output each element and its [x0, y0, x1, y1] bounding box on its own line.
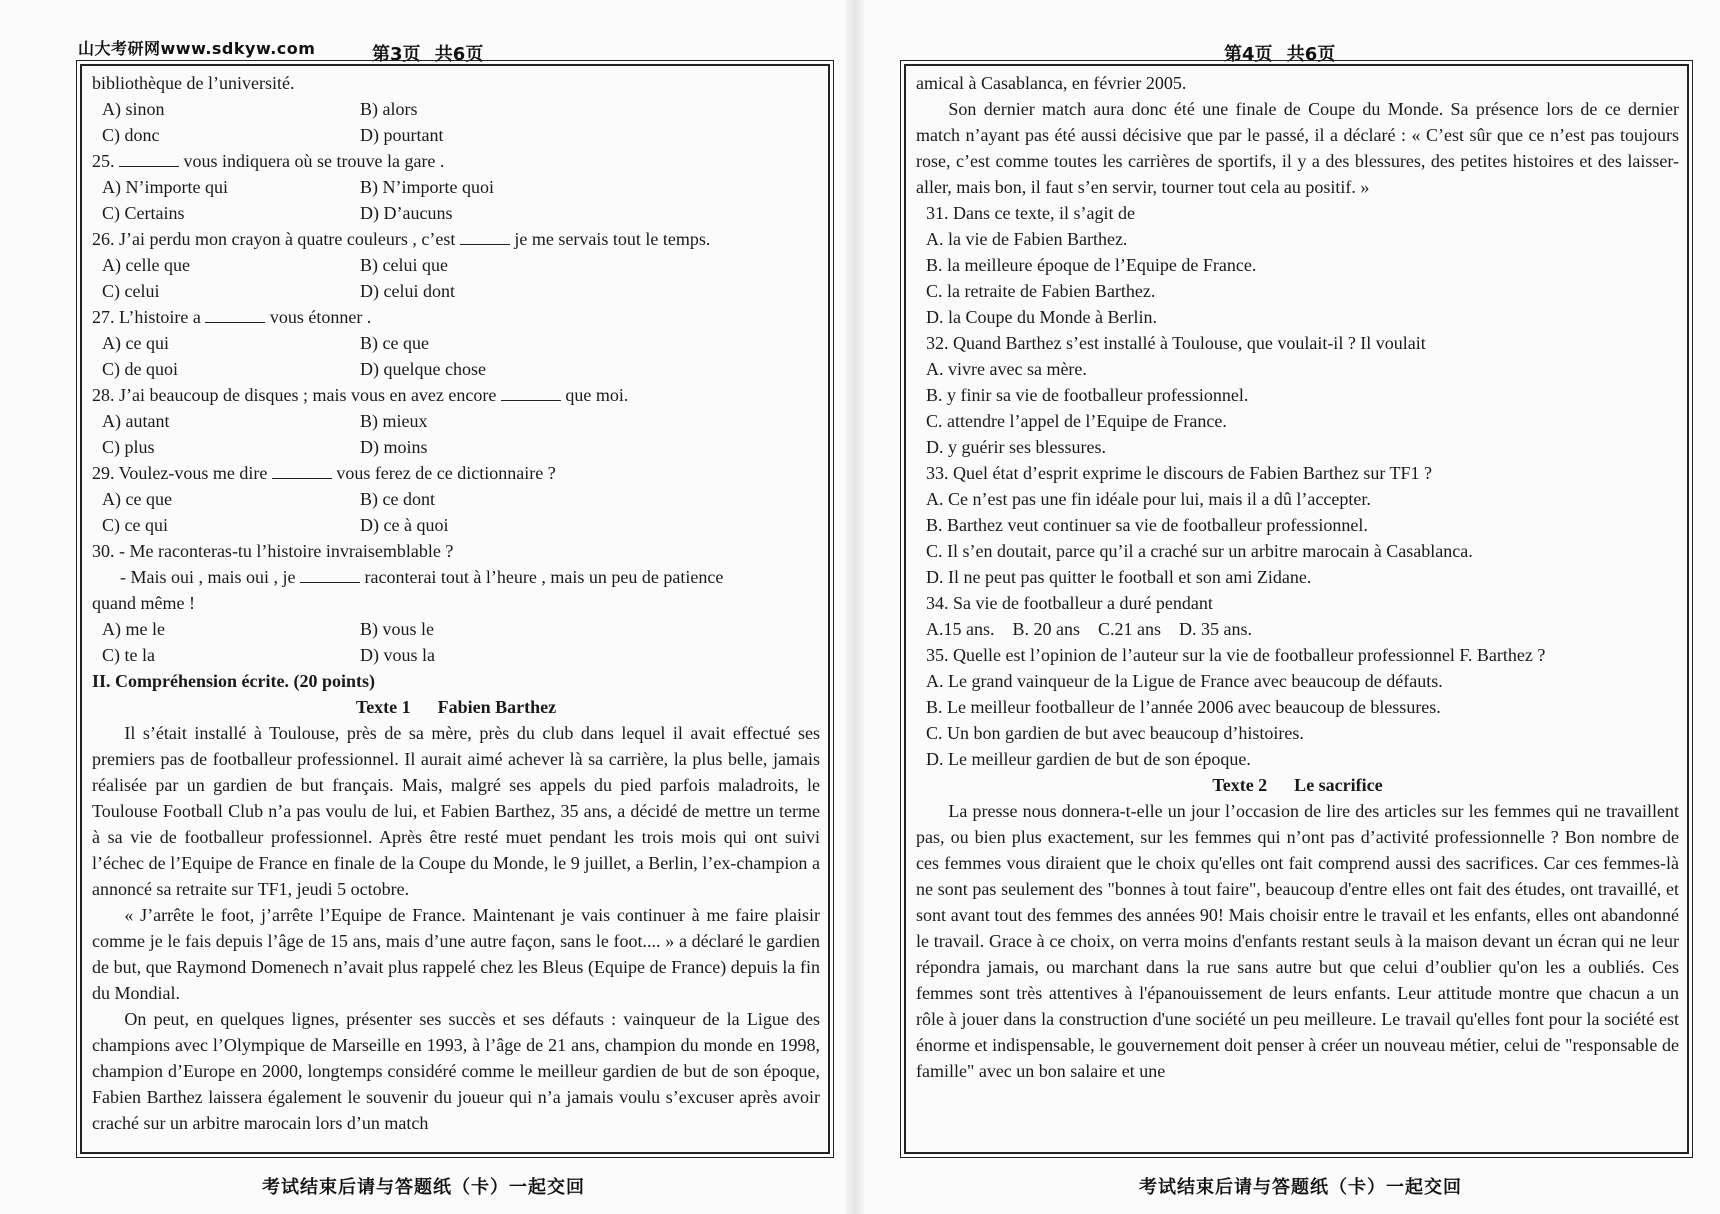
- section-heading: II. Compréhension écrite. (20 points): [92, 671, 375, 691]
- answer-blank: [460, 226, 510, 245]
- texte2-title: Texte 2 Le sacrifice: [1212, 775, 1383, 795]
- answer-blank: [501, 382, 561, 401]
- q28-options-row1: [92, 408, 820, 434]
- question-30: 30. - Me raconteras-tu l’histoire invraisemblable ?: [92, 541, 454, 561]
- page-footer-left: 考试结束后请与答题纸（卡）一起交回: [262, 1177, 585, 1198]
- option-b: B. Le meilleur footballeur de l’année 2006 avec beaucoup de blessures.: [926, 697, 1441, 717]
- option-d: D) moins: [360, 437, 428, 457]
- option-d: D. y guérir ses blessures.: [926, 437, 1106, 457]
- question-35: 35. Quelle est l’opinion de l’auteur sur la vie de footballeur professionnel F. Barthez ?: [926, 645, 1546, 665]
- q27-options-row1: [92, 330, 820, 356]
- option-b: B) alors: [360, 99, 418, 119]
- question-text: 29. Voulez-vous me dire: [92, 463, 272, 483]
- q24-options-row2: [92, 122, 820, 148]
- question-28: [92, 382, 820, 408]
- question-text: 25.: [92, 151, 119, 171]
- q30-options-row2: [92, 642, 820, 668]
- continuation-text: amical à Casablanca, en février 2005.: [916, 73, 1187, 93]
- q27-options-row2: [92, 356, 820, 382]
- option-a: A) sinon: [102, 99, 165, 119]
- question-text: raconterai tout à l’heure , mais un peu de patience: [359, 567, 724, 587]
- option-b: B) celui que: [360, 255, 448, 275]
- question-text: je me servais tout le temps.: [509, 229, 711, 249]
- option-d: D) D’aucuns: [360, 203, 453, 223]
- q28-options-row2: [92, 434, 820, 460]
- paragraph: « J’arrête le foot, j’arrête l’Equipe de France. Maintenant je vais continuer à me faire plaisir comme je le fais depuis l’âge de 15 ans, mais d’une autre façon, sans le foot.... » a déclaré le gardien de but, que Raymond Domenech n’avait plus rappelé chez les Bleus (Equipe de France) depuis la fin du Mondial.: [92, 905, 820, 1003]
- right-page: [864, 0, 1720, 1214]
- site-watermark: 山大考研网www.sdkyw.com: [78, 39, 316, 58]
- book-gutter: [846, 0, 864, 1214]
- q29-options-row2: [92, 512, 820, 538]
- question-text: - Mais oui , mais oui , je: [120, 567, 300, 587]
- option-a: A) celle que: [102, 255, 190, 275]
- right-content-frame: [904, 64, 1689, 1154]
- option-a: A) ce que: [102, 489, 172, 509]
- page-number-right: 第4页 共6页: [1224, 44, 1336, 65]
- option-c: C) plus: [102, 437, 155, 457]
- option-c: C) Certains: [102, 203, 185, 223]
- paragraph: Il s’était installé à Toulouse, près de sa mère, près du club dans lequel il avait effectué ses premiers pas de footballeur professionnel. Il aurait aimé achever là sa carrière, la plus belle, jamais réalisée par un gardien de but français. Mais, malgré ses appels du pied parfois maladroits, le Toulouse Football Club n’a pas voulu de lui, et Fabien Barthez, 35 ans, a décidé de mettre un terme à sa vie de footballeur professionnel. Après être resté muet pendant les trois mois qui ont suivi l’échec de l’Equipe de France en finale de la Coupe du Monde, le 9 juillet, a Berlin, l’ex-champion a annoncé sa retraite sur TF1, jeudi 5 octobre.: [92, 723, 820, 899]
- left-content-frame: [80, 64, 830, 1154]
- q26-options-row1: [92, 252, 820, 278]
- texte1-title: Texte 1 Fabien Barthez: [355, 697, 557, 717]
- option-a: A. la vie de Fabien Barthez.: [926, 229, 1128, 249]
- option-c: C) celui: [102, 281, 160, 301]
- option-a: A) ce qui: [102, 333, 169, 353]
- left-page: [0, 0, 846, 1214]
- option-b: B. la meilleure époque de l’Equipe de France.: [926, 255, 1257, 275]
- option-c: C. la retraite de Fabien Barthez.: [926, 281, 1156, 301]
- option-c: C. attendre l’appel de l’Equipe de France.: [926, 411, 1227, 431]
- question-text: vous ferez de ce dictionnaire ?: [331, 463, 556, 483]
- option-b: B. Barthez veut continuer sa vie de footballeur professionnel.: [926, 515, 1368, 535]
- option-a: A) autant: [102, 411, 170, 431]
- option-c: C) donc: [102, 125, 160, 145]
- option-b: B) ce que: [360, 333, 429, 353]
- option-c: C) ce qui: [102, 515, 168, 535]
- option-d: D) celui dont: [360, 281, 455, 301]
- option-a: A) me le: [102, 619, 165, 639]
- paragraph: Son dernier match aura donc été une finale de Coupe du Monde. Sa présence lors de ce dernier match n’ayant pas été aussi décisive que par le passé, il a déclaré : « C’est sûr que ce n’est pas toujours rose, c’est comme toutes les carrières de sportifs, il y a des blessures, des petites histoires et des laisser-aller, mais bon, il faut s’en servir, tourner tout cela au positif. »: [916, 99, 1679, 197]
- question-text: 28. J’ai beaucoup de disques ; mais vous en avez encore: [92, 385, 501, 405]
- question-text: vous étonner .: [265, 307, 372, 327]
- question-text: vous indiquera où se trouve la gare .: [179, 151, 445, 171]
- answer-blank: [272, 460, 332, 479]
- option-b: B) ce dont: [360, 489, 435, 509]
- question-text: 26. J’ai perdu mon crayon à quatre couleurs , c’est: [92, 229, 460, 249]
- option-d: D) ce à quoi: [360, 515, 449, 535]
- question-32: 32. Quand Barthez s’est installé à Toulouse, que voulait-il ? Il voulait: [926, 333, 1426, 353]
- paragraph: La presse nous donnera-t-elle un jour l’occasion de lire des articles sur les femmes qui ne travaillent pas, ou bien plus exactement, sur les femmes qui n’ont pas d’activité professionnelle ? Bon nombre de ces femmes vous diraient que le choix qu'elles ont fait comprend aussi des sacrifices. Car ces femmes-là ne sont pas seulement des "bonnes à tout faire", beaucoup d'entre elles ont fait des études, ont travaillé, et sont avant tout des femmes des années 90! Mais choisir entre le travail et les enfants, elles ont abandonné le travail. Grace à ce choix, on verra moins d'enfants restant seuls à la maison devant un écran qui ne leur répondra jamais, ou marchant dans la rue sans autre but que celui d’oublier qu'on les a oubliés. Ces femmes sont très attentives à l'épanouissement de leurs enfants. Leur attitude montre que chacun a un rôle à jouer dans la construction d'une société un peu meilleure. Le travail qu'elles font pour la société est énorme et indispensable, le gouvernement doit penser à créer un nouveau métier, celui de "responsable de famille" avec un bon salaire et une: [916, 801, 1679, 1081]
- question-30-end: quand même !: [92, 593, 195, 613]
- q25-options-row1: [92, 174, 820, 200]
- answer-blank: [119, 148, 179, 167]
- continuation-text: bibliothèque de l’université.: [92, 73, 295, 93]
- question-34: 34. Sa vie de footballeur a duré pendant: [926, 593, 1213, 613]
- question-29: [92, 460, 820, 486]
- paragraph: On peut, en quelques lignes, présenter ses succès et ses défauts : vainqueur de la Ligue des champions avec l’Olympique de Marseille en 1993, à l’âge de 21 ans, champion du monde en 1998, champion d’Europe en 2000, longtemps considéré comme le meilleur gardien de but de son époque, Fabien Barthez laissera également le souvenir du joueur qui n’a jamais voulu s’excuser après avoir craché sur un arbitre marocain lors d’un match: [92, 1009, 820, 1133]
- option-c: C) te la: [102, 645, 155, 665]
- page-number-left: 第3页 共6页: [372, 44, 484, 65]
- q26-options-row2: [92, 278, 820, 304]
- q25-options-row2: [92, 200, 820, 226]
- option-b: B) N’importe quoi: [360, 177, 494, 197]
- question-33: 33. Quel état d’esprit exprime le discours de Fabien Barthez sur TF1 ?: [926, 463, 1433, 483]
- option-a: A) N’importe qui: [102, 177, 228, 197]
- question-text: 27. L’histoire a: [92, 307, 206, 327]
- question-27: [92, 304, 820, 330]
- question-text: que moi.: [560, 385, 629, 405]
- option-d: D) pourtant: [360, 125, 444, 145]
- option-d: D. Il ne peut pas quitter le football et son ami Zidane.: [926, 567, 1312, 587]
- question-31: 31. Dans ce texte, il s’agit de: [926, 203, 1135, 223]
- option-c: C. Il s’en doutait, parce qu’il a craché sur un arbitre marocain à Casablanca.: [926, 541, 1473, 561]
- option-c: C. Un bon gardien de but avec beaucoup d’histoires.: [926, 723, 1304, 743]
- option-b: B) vous le: [360, 619, 434, 639]
- options-inline: A.15 ans. B. 20 ans C.21 ans D. 35 ans.: [926, 619, 1252, 639]
- option-b: B) mieux: [360, 411, 428, 431]
- option-d: D) quelque chose: [360, 359, 486, 379]
- page-footer-right: 考试结束后请与答题纸（卡）一起交回: [1139, 1177, 1462, 1198]
- question-26: [92, 226, 820, 252]
- option-d: D. Le meilleur gardien de but de son époque.: [926, 749, 1251, 769]
- q29-options-row1: [92, 486, 820, 512]
- answer-blank: [205, 304, 265, 323]
- option-d: D. la Coupe du Monde à Berlin.: [926, 307, 1157, 327]
- option-b: B. y finir sa vie de footballeur professionnel.: [926, 385, 1249, 405]
- option-c: C) de quoi: [102, 359, 178, 379]
- question-30-reply: [92, 564, 820, 590]
- option-a: A. vivre avec sa mère.: [926, 359, 1087, 379]
- option-d: D) vous la: [360, 645, 435, 665]
- answer-blank: [300, 564, 360, 583]
- q24-options-row1: [92, 96, 820, 122]
- option-a: A. Ce n’est pas une fin idéale pour lui, mais il a dû l’accepter.: [926, 489, 1371, 509]
- question-25: [92, 148, 820, 174]
- q30-options-row1: [92, 616, 820, 642]
- option-a: A. Le grand vainqueur de la Ligue de France avec beaucoup de défauts.: [926, 671, 1443, 691]
